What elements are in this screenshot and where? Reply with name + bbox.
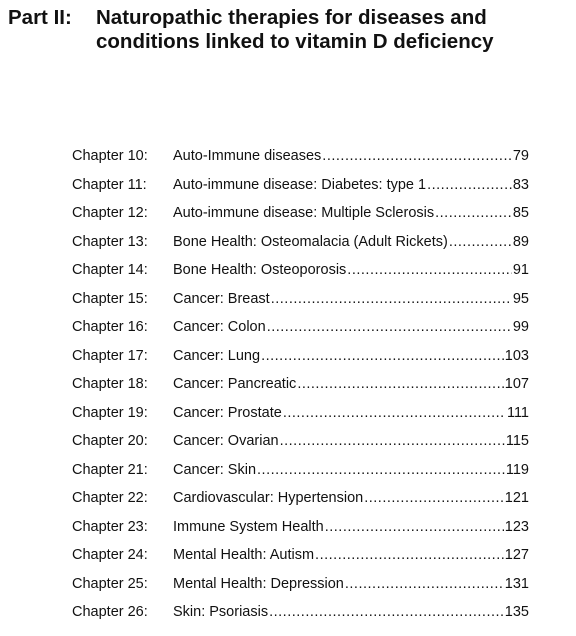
chapter-number: Chapter 20:: [72, 433, 148, 449]
chapter-number: Chapter 14:: [72, 262, 148, 278]
chapter-number: Chapter 16:: [72, 319, 148, 335]
chapter-number: Chapter 25:: [72, 575, 148, 592]
chapter-number: Chapter 11:: [72, 176, 147, 193]
dot-leader: [449, 232, 512, 252]
page-number: 107: [504, 376, 529, 392]
chapter-title: Cancer: Skin: [173, 461, 257, 478]
page-number: 89: [512, 233, 529, 250]
chapter-title: Cancer: Breast: [173, 290, 270, 307]
part-title-line-2: conditions linked to vitamin D deficiency: [96, 30, 494, 53]
part-label: Part II:: [8, 6, 72, 29]
chapter-title: Mental Health: Autism: [173, 547, 315, 563]
chapter-title: Mental Health: Depression: [173, 575, 344, 592]
chapter-number: Chapter 10:: [72, 148, 148, 164]
dot-leader: [267, 317, 512, 337]
dot-leader: [435, 203, 512, 223]
part-heading-line-1: [8, 6, 568, 30]
chapter-number: Chapter 12:: [72, 205, 148, 221]
page-number: 85: [512, 205, 529, 221]
chapter-title: Cancer: Ovarian: [173, 433, 279, 449]
table-of-contents: [72, 146, 529, 631]
chapter-title: Bone Health: Osteomalacia (Adult Rickets): [173, 233, 448, 250]
toc-entry[interactable]: [72, 289, 529, 318]
part-label-spacer: [8, 30, 96, 54]
toc-entry[interactable]: [72, 488, 529, 517]
dot-leader: [283, 403, 506, 423]
chapter-number: Chapter 23:: [72, 518, 148, 535]
dot-leader: [322, 146, 512, 166]
dot-leader: [257, 460, 505, 480]
toc-entry[interactable]: [72, 602, 529, 631]
page-number: 91: [512, 262, 529, 278]
chapter-number: Chapter 21:: [72, 461, 148, 478]
page-number: 123: [504, 518, 529, 535]
toc-entry[interactable]: [72, 232, 529, 261]
page-number: 95: [512, 290, 529, 307]
page-number: 131: [504, 575, 529, 592]
toc-entry[interactable]: [72, 374, 529, 403]
page-number: 127: [504, 547, 529, 563]
chapter-title: Skin: Psoriasis: [173, 604, 269, 620]
toc-entry[interactable]: [72, 460, 529, 489]
dot-leader: [280, 431, 505, 451]
dot-leader: [347, 260, 512, 280]
page-number: 83: [512, 176, 529, 193]
toc-entry[interactable]: [72, 517, 529, 546]
dot-leader: [297, 374, 503, 394]
toc-entry[interactable]: [72, 317, 529, 346]
page-number: 115: [505, 433, 529, 449]
dot-leader: [325, 517, 504, 537]
chapter-number: Chapter 26:: [72, 604, 148, 620]
chapter-number: Chapter 13:: [72, 233, 148, 250]
chapter-number: Chapter 17:: [72, 347, 148, 364]
dot-leader: [345, 574, 504, 594]
dot-leader: [261, 346, 504, 366]
chapter-title: Cancer: Pancreatic: [173, 376, 297, 392]
chapter-number: Chapter 18:: [72, 376, 148, 392]
toc-entry[interactable]: [72, 545, 529, 574]
chapter-title: Auto-immune disease: Multiple Sclerosis: [173, 205, 435, 221]
chapter-title: Auto-immune disease: Diabetes: type 1: [173, 176, 427, 193]
toc-entry[interactable]: [72, 431, 529, 460]
part-heading-line-2: [8, 30, 568, 54]
dot-leader: [269, 602, 504, 622]
page-number: 103: [504, 347, 529, 364]
chapter-title: Cardiovascular: Hypertension: [173, 490, 364, 506]
page-number: 135: [504, 604, 529, 620]
chapter-title: Auto-Immune diseases: [173, 148, 322, 164]
dot-leader: [271, 289, 512, 309]
toc-entry[interactable]: [72, 203, 529, 232]
page-number: 99: [512, 319, 529, 335]
part-heading: [8, 6, 568, 54]
chapter-title: Immune System Health: [173, 518, 324, 535]
dot-leader: [315, 545, 504, 565]
toc-entry[interactable]: [72, 574, 529, 603]
toc-entry[interactable]: [72, 175, 529, 204]
chapter-number: Chapter 19:: [72, 404, 148, 421]
page-number: 121: [504, 490, 529, 506]
part-title-line-1: Naturopathic therapies for diseases and: [96, 6, 487, 29]
page-number: 79: [512, 148, 529, 164]
chapter-title: Cancer: Lung: [173, 347, 261, 364]
dot-leader: [364, 488, 504, 508]
chapter-number: Chapter 22:: [72, 490, 148, 506]
page-number: 119: [505, 461, 529, 478]
chapter-number: Chapter 15:: [72, 290, 148, 307]
chapter-title: Cancer: Prostate: [173, 404, 282, 421]
page-number: 111: [506, 404, 529, 421]
chapter-title: Cancer: Colon: [173, 319, 266, 335]
toc-entry[interactable]: [72, 403, 529, 432]
toc-entry[interactable]: [72, 346, 529, 375]
dot-leader: [427, 175, 512, 195]
chapter-title: Bone Health: Osteoporosis: [173, 262, 347, 278]
toc-entry[interactable]: [72, 146, 529, 175]
toc-entry[interactable]: [72, 260, 529, 289]
chapter-number: Chapter 24:: [72, 547, 148, 563]
